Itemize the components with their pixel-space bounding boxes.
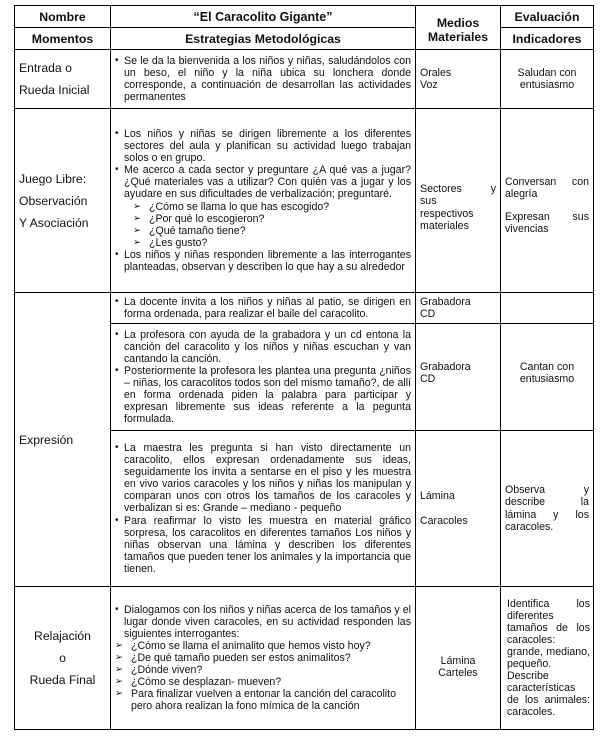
moment-label: Juego Libre: [19, 171, 87, 186]
materials-cell [416, 324, 501, 431]
material-item: Orales [420, 66, 452, 79]
moment-label: Rueda Inicial [19, 83, 90, 97]
indicator-text: Expresan sus vivencias [505, 210, 589, 235]
indicator-text: Saludan con [517, 66, 577, 79]
header-evaluacion: Evaluación [501, 6, 594, 28]
header-estrategias: Estrategias Metodológicas [111, 28, 416, 50]
indicator-text: entusiasmo [519, 79, 575, 91]
moment-cell [15, 293, 111, 587]
materials-cell [416, 50, 501, 109]
materials-cell [416, 587, 501, 730]
strategies-cell [111, 109, 416, 293]
strategy-item: • La docente invita a los niños y niñas al patio, se dirigen en forma ordenada, para realizar el baile del caracolito. [115, 296, 411, 320]
strategy-item: • Para reafirmar lo visto les muestra en material gráfico sorpresa, los caracolitos en diferentes tamaños Los niños y niñas observan una lámina y describen los diferentes tamaños que pueden tener los animales y la importancia que tienen. [115, 515, 411, 575]
materials-cell [416, 431, 501, 587]
strategy-item: • Posteriormente la profesora les plantea una pregunta ¿niños – niñas, los caracolitos todos son del mismo tamaño?, de allí en forma ordenada piden la palabra para participar y expresan libremente sus ideas referente a la pegunta formulada. [115, 365, 411, 425]
header-medios: Medios [436, 15, 480, 30]
strategies-cell [111, 324, 416, 431]
header-medios-materiales [416, 6, 501, 50]
moment-label: Rueda Final [29, 673, 96, 687]
moment-label: Y Asociación [19, 215, 89, 230]
moment-cell [15, 587, 111, 730]
material-item: Sectores [420, 183, 462, 196]
strategy-item: • Me acerco a cada sector y preguntare ¿A qué vas a jugar? ¿Qué materiales vas a utilizar? Con quién vas a jugar y los ayudare en sus dificultades de verbalización; preguntaré. [115, 164, 411, 200]
header-indicadores: Indicadores [501, 28, 594, 50]
material-item: Lámina [440, 654, 476, 667]
moment-label: Entrada o [19, 61, 72, 75]
strategies-cell [111, 587, 416, 730]
moment-cell [15, 109, 111, 293]
strategies-cell [111, 431, 416, 587]
question-item: ➢ ¿Dónde viven? [115, 664, 411, 676]
strategies-cell [111, 50, 416, 109]
material-item: Grabadora [420, 361, 471, 373]
indicator-text: Conversan con alegría [505, 176, 589, 201]
header-materiales: Materiales [427, 29, 489, 44]
moment-label: o [59, 651, 66, 665]
materials-cell [416, 109, 501, 293]
material-item: Caracoles [420, 514, 468, 527]
material-item: Voz [420, 79, 438, 91]
moment-cell [15, 50, 111, 109]
indicators-cell [501, 50, 594, 109]
header-momentos: Momentos [15, 28, 111, 50]
material-item: CD [420, 373, 436, 386]
material-item: Lámina [420, 490, 455, 503]
material-item: materiales [420, 219, 469, 232]
indicator-text: Cantan con [519, 361, 575, 373]
strategy-item: • Dialogamos con los niños y niñas acerca de los tamaños y el lugar donde viven caracoles, en su actividad responden las siguientes interrogantes: [115, 604, 411, 640]
indicators-cell [501, 431, 594, 587]
materials-cell [416, 293, 501, 324]
moment-label: Expresión [19, 432, 74, 447]
indicator-text: entusiasmo [519, 373, 575, 386]
indicator-text: Identifica los diferentes tamaños de los caracoles: grande, mediano, pequeño. Describe características de los animales: caracoles. [507, 597, 590, 719]
question-item: ➢ ¿Cómo se llama el animalito que hemos visto hoy? [115, 640, 411, 652]
moment-label: Relajación [34, 629, 91, 643]
question-item: ➢ ¿Les gusto? [115, 237, 411, 249]
strategies-cell [111, 293, 416, 324]
strategy-item: • La maestra les pregunta si han visto directamente un caracolito, ellos expresan ordenadamente sus ideas, seguidamente los invita a sentarse en el piso y les muestra en vivo varios caracoles y los niños y niñas los manipulan y comparan unos con otros los tamaños de los caracoles y verbalizan si es: Grande – mediano - pequeño [115, 442, 411, 515]
table-row-relajacion [15, 587, 594, 730]
moment-label: Observación [19, 193, 88, 208]
header-nombre: Nombre [15, 6, 111, 28]
question-item: ➢ ¿Qué tamaño tiene? [115, 225, 411, 237]
strategy-item: • Los niños y niñas responden libremente a las interrogantes planteadas, observan y describen lo que hay a su alrededor [115, 249, 411, 273]
indicators-cell [501, 293, 594, 324]
question-item: ➢ ¿Cómo se llama lo que has escogido? [115, 201, 411, 213]
material-item: respectivos [420, 207, 474, 220]
indicator-text: Observa y describe la lámina y los caracoles. [505, 484, 589, 533]
material-item: y [490, 183, 496, 196]
strategy-item: • La profesora con ayuda de la grabadora y un cd entona la canción del caracolito y los niños y niñas escuchan y van cantando la canción. [115, 329, 411, 365]
lesson-plan-table [14, 5, 594, 730]
table-row-entrada [15, 50, 594, 109]
table-row-expresion-1 [15, 293, 594, 324]
table-row-juego-libre [15, 109, 594, 293]
strategy-item: • Se le da la bienvenida a los niños y niñas, saludándolos con un beso, el niño y la niña ubica su lonchera donde corresponde, a continuación de desarrollan las actividades permanentes [115, 55, 411, 103]
question-item: ➢ ¿De qué tamaño pueden ser estos animalitos? [115, 652, 411, 664]
material-item: CD [420, 308, 436, 320]
question-item: ➢ ¿Cómo se desplazan- mueven? [115, 676, 411, 688]
material-item: Carteles [438, 667, 478, 679]
question-item: ➢ ¿Por qué lo escogieron? [115, 213, 411, 225]
lesson-title: “El Caracolito Gigante” [111, 6, 416, 28]
strategy-item: • Los niños y niñas se dirigen libremente a los diferentes sectores del aula y planifican su actividad luego trabajan solos o en grupo. [115, 128, 411, 164]
material-item: Grabadora [420, 295, 471, 308]
material-item: sus [420, 195, 437, 208]
indicators-cell [501, 324, 594, 431]
question-item: ➢ Para finalizar vuelven a entonar la canción del caracolito pero ahora realizan la fono mímica de la canción [115, 688, 411, 712]
indicators-cell [501, 109, 594, 293]
indicators-cell [501, 587, 594, 730]
